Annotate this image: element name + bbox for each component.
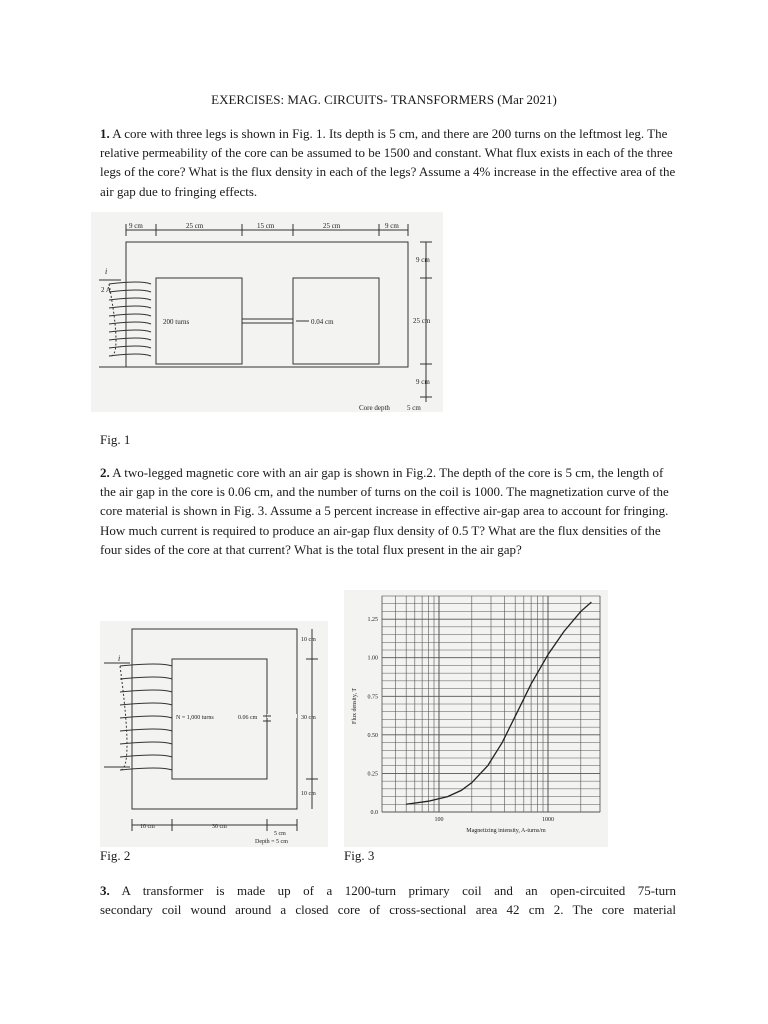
fig2-dim-10cm-top: 10 cm	[301, 637, 316, 643]
fig2-dim-10cm-bottom: 10 cm	[301, 791, 316, 797]
question-3-line-2: secondary coil wound around a closed core of cross-sectional area 42 cm 2. The core material	[100, 902, 676, 917]
figure-3-chart	[344, 590, 608, 847]
chart-x-tick-label: 100	[434, 817, 444, 823]
fig1-dim-9cm-right: 9 cm	[385, 222, 399, 230]
chart-y-axis-label: Flux density, T	[352, 687, 358, 724]
fig1-dim-25cm-a: 25 cm	[186, 222, 204, 230]
fig1-dim-25cm-b: 25 cm	[323, 222, 341, 230]
fig1-current-symbol: i	[105, 267, 108, 276]
figure-1-caption: Fig. 1	[100, 432, 131, 447]
question-3-text-1: A transformer is made up of a 1200-turn primary coil and an open-circuited 75-turn	[121, 883, 676, 898]
chart-y-tick-label: 0.0	[370, 810, 378, 816]
fig1-dim-25cm-v: 25 cm	[413, 317, 431, 325]
figure-1	[91, 212, 443, 412]
fig2-gap: 0.06 cm	[238, 715, 258, 721]
fig2-turns: N = 1,000 turns	[176, 715, 214, 721]
fig2-dim-5cm: 5 cm	[274, 831, 286, 837]
chart-y-tick-label: 1.00	[367, 655, 378, 662]
figure-2-caption: Fig. 2	[100, 848, 131, 863]
fig1-depth-value: 5 cm	[407, 404, 421, 412]
chart-y-tick-label: 0.50	[367, 732, 378, 739]
fig1-gap: 0.04 cm	[311, 318, 334, 326]
question-1	[100, 124, 676, 201]
fig1-dim-9cm-left: 9 cm	[129, 222, 143, 230]
fig1-dim-9cm-bottom: 9 cm	[416, 378, 430, 386]
fig2-dim-10cm-left: 10 cm	[140, 824, 155, 830]
fig2-depth: Depth = 5 cm	[255, 839, 288, 845]
figure-2	[100, 621, 328, 847]
fig1-turns: 200 turns	[163, 318, 190, 326]
fig1-current-value: 2 A	[101, 286, 111, 294]
fig1-dim-15cm: 15 cm	[257, 222, 275, 230]
question-3-number: 3.	[100, 883, 110, 898]
chart-x-axis-label: Magnetizing intensity, A-turns/m	[466, 828, 546, 834]
question-1-number: 1.	[100, 126, 110, 141]
page-title: EXERCISES: MAG. CIRCUITS- TRANSFORMERS (Mar 2021)	[211, 92, 557, 107]
chart-y-tick-label: 0.75	[367, 694, 378, 701]
figure-3-caption: Fig. 3	[344, 848, 375, 863]
fig2-dim-30cm-h: 30 cm	[212, 824, 227, 830]
fig2-current-symbol: i	[118, 654, 121, 663]
question-2-number: 2.	[100, 465, 110, 480]
chart-y-tick-label: 0.25	[367, 771, 378, 778]
question-1-text: A core with three legs is shown in Fig. 1. Its depth is 5 cm, and there are 200 turns on the leftmost leg. The relative permeability of the core can be assumed to be 1500 and constant. What flux exists in each of the three legs of the core? What is the flux density in each of the legs? Assume a 4% increase in the effective area of the air gap due to fringing effects.	[100, 126, 676, 199]
chart-x-tick-label: 1000	[541, 817, 554, 823]
chart-y-tick-label: 1.25	[367, 617, 378, 624]
fig1-dim-9cm-top: 9 cm	[416, 256, 430, 264]
question-2-text: A two-legged magnetic core with an air gap is shown in Fig.2. The depth of the core is 5 cm, the length of the air gap in the core is 0.06 cm, and the number of turns on the coil is 1000. The magnetization curve of the core material is shown in Fig. 3. Assume a 5 percent increase in effective air-gap area to account for fringing. How much current is required to produce an air-gap flux density of 0.5 T? What are the flux densities of the four sides of the core at that current? What is the total flux present in the air gap?	[100, 465, 669, 557]
question-3-line-1	[100, 881, 676, 900]
fig1-depth: Core depth	[359, 404, 390, 412]
question-2	[100, 463, 676, 559]
fig2-dim-30cm-v: 30 cm	[301, 715, 316, 721]
